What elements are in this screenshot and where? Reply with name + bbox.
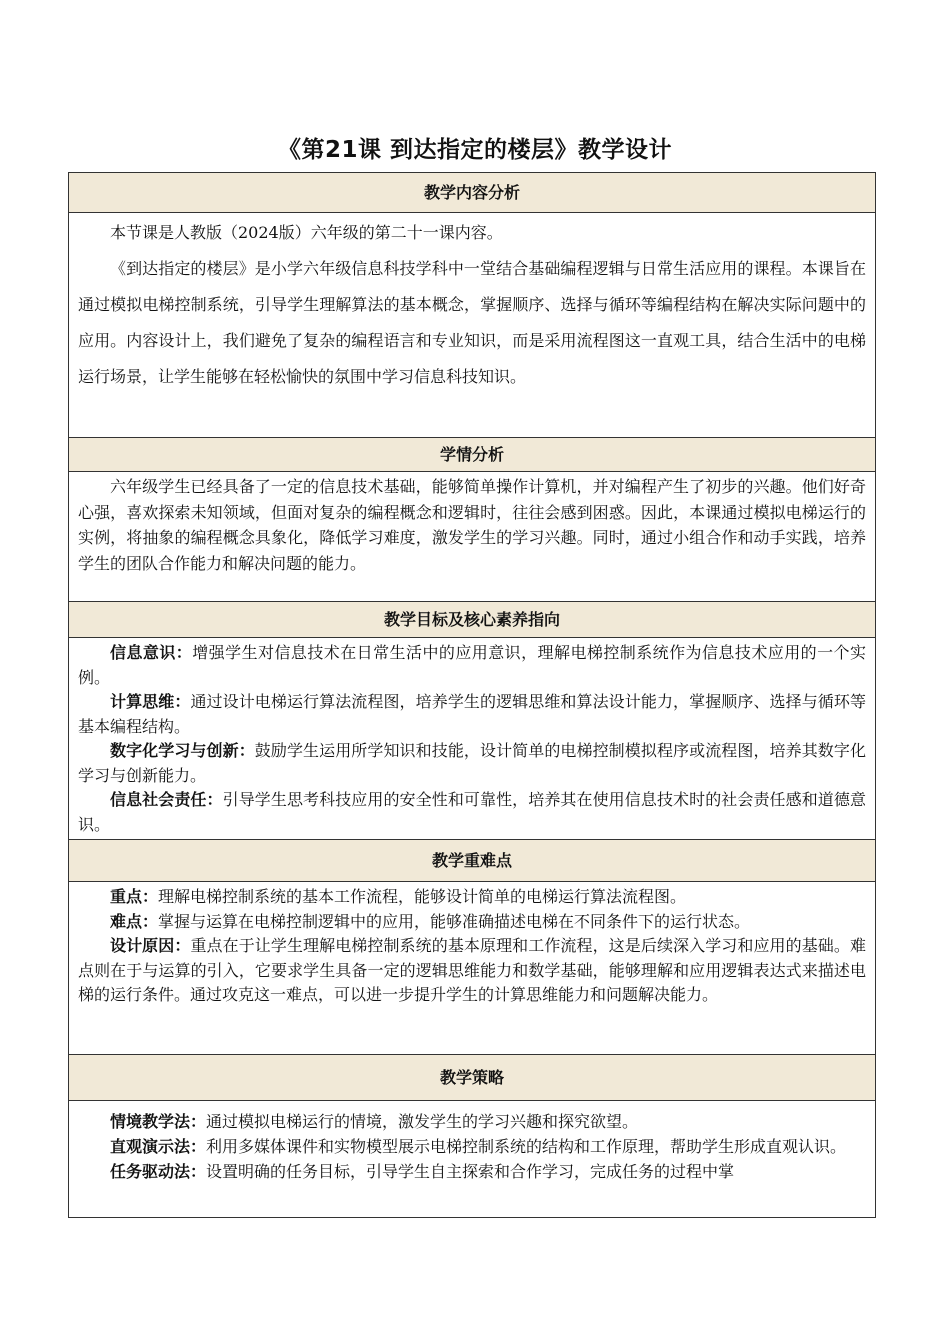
item-text: 通过设计电梯运行算法流程图，培养学生的逻辑思维和算法设计能力，掌握顺序、选择与循环等基本编程结构。 bbox=[78, 692, 866, 736]
document-title: 《第21课 到达指定的楼层》教学设计 bbox=[277, 137, 672, 163]
paragraph: 本节课是人教版（2024版）六年级的第二十一课内容。 bbox=[110, 223, 503, 242]
paragraph: 《到达指定的楼层》是小学六年级信息科技学科中一堂结合基础编程逻辑与日常生活应用的课程。本课旨在通过模拟电梯控制系统，引导学生理解算法的基本概念，掌握顺序、选择与循环等编程结构在解决实际问题中的应用。内容设计上，我们避免了复杂的编程语言和专业知识，而是采用流程图这一直观工具，结合生活中的电梯运行场景，让学生能够在轻松愉快的氛围中学习信息科技知识。 bbox=[78, 259, 866, 386]
item-label: 难点： bbox=[110, 911, 159, 931]
section-body-key-points bbox=[69, 882, 875, 1055]
item-text: 重点在于让学生理解电梯控制系统的基本原理和工作流程，这是后续深入学习和应用的基础。难点则在于与运算的引入，它要求学生具备一定的逻辑思维能力和数学基础，能够理解和应用逻辑表达式来描述电梯的运行条件。通过攻克这一难点，可以进一步提升学生的计算思维能力和问题解决能力。 bbox=[78, 936, 866, 1004]
item-text: 理解电梯控制系统的基本工作流程，能够设计简单的电梯运行算法流程图。 bbox=[158, 887, 687, 906]
item-label: 设计原因： bbox=[110, 936, 191, 955]
objective-item bbox=[78, 739, 866, 788]
section-header-strategy: 教学策略 bbox=[69, 1055, 875, 1101]
key-point-item bbox=[78, 910, 866, 935]
strategy-item bbox=[78, 1134, 866, 1159]
lesson-design-table bbox=[68, 172, 876, 1218]
item-label: 计算思维： bbox=[110, 692, 191, 711]
item-text: 掌握与运算在电梯控制逻辑中的应用，能够准确描述电梯在不同条件下的运行状态。 bbox=[158, 911, 751, 931]
item-label: 信息意识： bbox=[110, 643, 193, 662]
section-body-objectives bbox=[69, 638, 875, 840]
item-label: 数字化学习与创新： bbox=[110, 741, 255, 760]
item-text: 利用多媒体课件和实物模型展示电梯控制系统的结构和工作原理，帮助学生形成直观认识。 bbox=[206, 1137, 847, 1156]
item-label: 情境教学法： bbox=[110, 1112, 207, 1131]
item-text: 通过模拟电梯运行的情境，激发学生的学习兴趣和探究欲望。 bbox=[206, 1112, 639, 1131]
section-body-strategy bbox=[69, 1101, 875, 1218]
objective-item bbox=[78, 690, 866, 739]
paragraph: 六年级学生已经具备了一定的信息技术基础，能够简单操作计算机，并对编程产生了初步的兴趣。他们好奇心强，喜欢探索未知领域，但面对复杂的编程概念和逻辑时，往往会感到困惑。因此，本课通过模拟电梯运行的实例，将抽象的编程概念具象化，降低学习难度，激发学生的学习兴趣。同时，通过小组合作和动手实践，培养学生的团队合作能力和解决问题的能力。 bbox=[78, 477, 866, 573]
section-body-content-analysis bbox=[69, 213, 875, 438]
item-label: 直观演示法： bbox=[110, 1137, 207, 1156]
strategy-item bbox=[78, 1159, 866, 1184]
item-label: 重点： bbox=[110, 887, 159, 906]
key-point-item bbox=[78, 885, 866, 910]
objective-item bbox=[78, 788, 866, 837]
section-header-content-analysis: 教学内容分析 bbox=[69, 173, 875, 213]
section-header-learner-analysis: 学情分析 bbox=[69, 438, 875, 472]
section-header-objectives: 教学目标及核心素养指向 bbox=[69, 602, 875, 638]
objective-item bbox=[78, 641, 866, 690]
section-body-learner-analysis bbox=[69, 472, 875, 602]
key-point-item bbox=[78, 934, 866, 1008]
item-text: 引导学生思考科技应用的安全性和可靠性，培养其在使用信息技术时的社会责任感和道德意识。 bbox=[78, 790, 866, 834]
item-text: 鼓励学生运用所学知识和技能，设计简单的电梯控制模拟程序或流程图，培养其数字化学习与创新能力。 bbox=[78, 741, 866, 785]
item-label: 任务驱动法： bbox=[110, 1162, 207, 1181]
item-text: 设置明确的任务目标，引导学生自主探索和合作学习，完成任务的过程中掌 bbox=[206, 1162, 735, 1181]
item-text: 增强学生对信息技术在日常生活中的应用意识，理解电梯控制系统作为信息技术应用的一个实例。 bbox=[78, 643, 866, 687]
section-header-key-points: 教学重难点 bbox=[69, 840, 875, 882]
item-label: 信息社会责任： bbox=[110, 790, 223, 809]
strategy-item bbox=[78, 1109, 866, 1134]
